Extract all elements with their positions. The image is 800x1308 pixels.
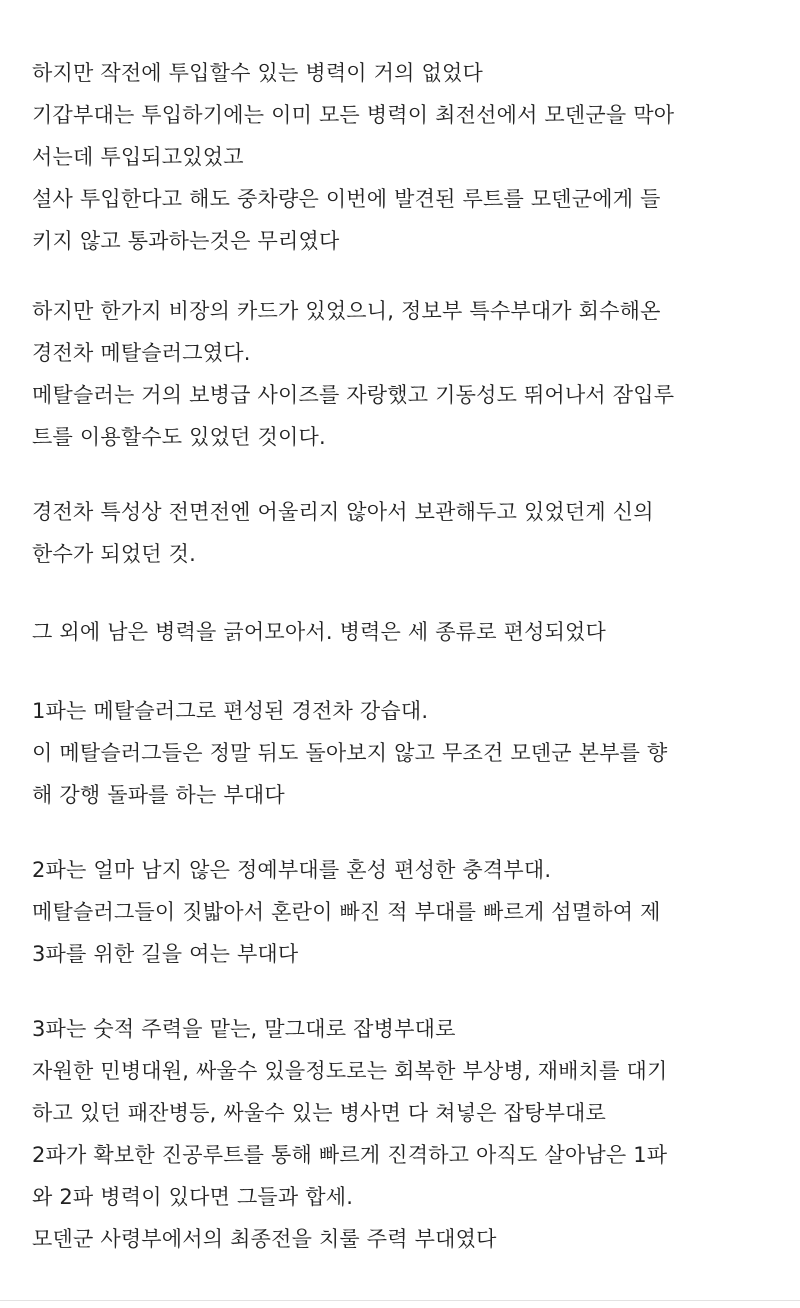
text-line: 3파를 위한 길을 여는 부대다 (32, 942, 299, 966)
text-line: 1파는 메탈슬러그로 편성된 경전차 강습대. (32, 699, 429, 723)
text-line: 키지 않고 통과하는것은 무리였다 (32, 229, 340, 253)
text-line: 메탈슬러는 거의 보병급 사이즈를 자랑했고 기동성도 뛰어나서 잠입루 (32, 383, 675, 407)
text-line: 와 2파 병력이 있다면 그들과 합세. (32, 1185, 354, 1209)
paragraph-6 (32, 849, 782, 975)
text-line: 하고 있던 패잔병등, 싸울수 있는 병사면 다 쳐넣은 잡탕부대로 (32, 1101, 607, 1125)
bottom-divider (0, 1300, 800, 1301)
text-line: 트를 이용할수도 있었던 것이다. (32, 425, 326, 449)
text-line: 3파는 숫적 주력을 맡는, 말그대로 잡병부대로 (32, 1017, 456, 1041)
text-line: 메탈슬러그들이 짓밟아서 혼란이 빠진 적 부대를 빠르게 섬멸하여 제 (32, 900, 661, 924)
paragraph-3 (32, 491, 782, 575)
paragraph-2 (32, 290, 782, 458)
text-line: 모덴군 사령부에서의 최종전을 치룰 주력 부대였다 (32, 1227, 497, 1251)
text-line: 설사 투입한다고 해도 중차량은 이번에 발견된 루트를 모덴군에게 들 (32, 187, 661, 211)
paragraph-7 (32, 1008, 782, 1260)
paragraph-5 (32, 690, 782, 816)
text-line: 기갑부대는 투입하기에는 이미 모든 병력이 최전선에서 모덴군을 막아 (32, 103, 675, 127)
text-line: 2파가 확보한 진공루트를 통해 빠르게 진격하고 아직도 살아남은 1파 (32, 1143, 668, 1167)
paragraph-4 (32, 611, 782, 653)
text-line: 자원한 민병대원, 싸울수 있을정도로는 회복한 부상병, 재배치를 대기 (32, 1059, 668, 1083)
text-line: 하지만 작전에 투입할수 있는 병력이 거의 없었다 (32, 61, 483, 85)
text-line: 이 메탈슬러그들은 정말 뒤도 돌아보지 않고 무조건 모덴군 본부를 향 (32, 741, 668, 765)
text-line: 해 강행 돌파를 하는 부대다 (32, 783, 285, 807)
text-line: 경전차 특성상 전면전엔 어울리지 않아서 보관해두고 있었던게 신의 (32, 500, 654, 524)
text-line: 하지만 한가지 비장의 카드가 있었으니, 정보부 특수부대가 회수해온 (32, 299, 661, 323)
text-line: 경전차 메탈슬러그였다. (32, 341, 251, 365)
text-line: 2파는 얼마 남지 않은 정예부대를 혼성 편성한 충격부대. (32, 858, 552, 882)
paragraph-1 (32, 52, 782, 262)
text-line: 그 외에 남은 병력을 긁어모아서. 병력은 세 종류로 편성되었다 (32, 620, 607, 644)
text-line: 한수가 되었던 것. (32, 542, 197, 566)
text-line: 서는데 투입되고있었고 (32, 145, 244, 169)
